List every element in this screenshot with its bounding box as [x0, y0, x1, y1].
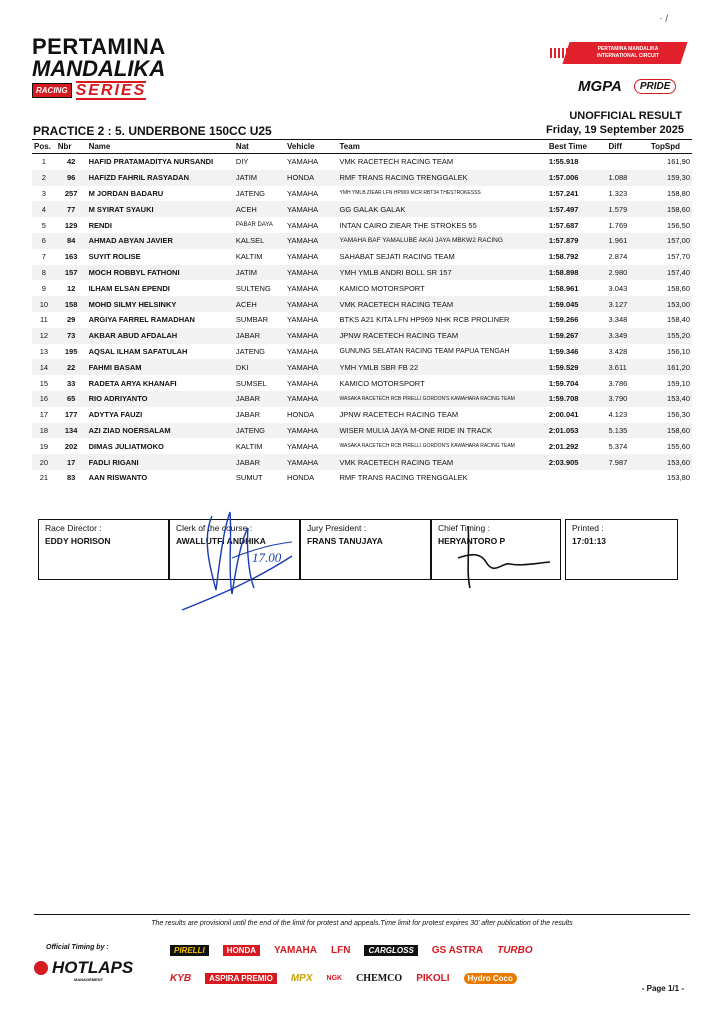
chief-timing-box: [431, 519, 561, 580]
printed-label: Printed :: [572, 523, 604, 533]
cell-team: JPNW RACETECH RACING TEAM: [339, 410, 459, 420]
sponsor-logo: Hydro Coco: [464, 973, 517, 984]
cell-vehicle: YAMAHA: [287, 220, 319, 230]
cell-diff: 2.874: [608, 252, 628, 262]
table-row: [32, 344, 692, 360]
unofficial-result-label: UNOFFICIAL RESULT: [569, 110, 682, 122]
cell-topspd: 157,40: [649, 265, 692, 281]
sponsor-logo: TURBO: [497, 944, 533, 956]
sponsor-logo: CHEMCO: [356, 972, 403, 984]
cell-vehicle: YAMAHA: [287, 283, 319, 293]
cell-nbr: 73: [56, 328, 87, 344]
printed-time: 17:01:13: [572, 536, 607, 546]
cell-pos: 20: [32, 454, 56, 470]
cell-team: SAHABAT SEJATI RACING TEAM: [339, 252, 455, 262]
sponsor-logo: ASPIRA PREMIO: [205, 973, 277, 984]
page-number: - Page 1/1 -: [641, 984, 684, 993]
cell-topspd: 158,60: [649, 423, 692, 439]
official-role: Clerk of the course :: [176, 523, 253, 533]
cell-nat: KALSEL: [234, 233, 285, 249]
cell-pos: 4: [32, 201, 56, 217]
official-timing-label: Official Timing by :: [46, 944, 109, 951]
cell-name: ARGIYA FARREL RAMADHAN: [88, 315, 195, 325]
hotlaps-logo: [34, 958, 134, 982]
cell-team: YAMAHA BAF YAMALUBE AKAI JAYA MBKW2 RACING: [338, 233, 547, 249]
cell-best-time: 2:00.041: [548, 410, 579, 420]
table-row: [32, 249, 692, 265]
hotlaps-text: HOTLAPS: [52, 958, 134, 977]
logo-line3: [32, 81, 182, 100]
cell-name: AZI ZIAD NOERSALAM: [87, 423, 234, 439]
header-team: Team: [338, 140, 547, 154]
logo-line2: MANDALIKA: [32, 56, 166, 81]
cell-diff: 1.088: [607, 170, 649, 186]
cell-diff: 3.428: [608, 346, 628, 356]
cell-nbr: 33: [66, 378, 76, 388]
pride-logo: PRIDE: [634, 79, 677, 94]
cell-vehicle: YAMAHA: [287, 188, 319, 198]
cell-vehicle: YAMAHA: [285, 391, 337, 407]
printed-box: [565, 519, 678, 580]
table-row: [32, 170, 692, 186]
cell-best-time: 1:57.497: [547, 201, 607, 217]
signature-note: 17.00: [252, 550, 282, 565]
official-role: Jury President :: [307, 523, 367, 533]
cell-vehicle: HONDA: [287, 410, 315, 420]
cell-topspd: 158,40: [667, 315, 690, 325]
sponsor-logo: KYB: [170, 972, 192, 984]
header-pos: Pos.: [32, 140, 56, 154]
cell-name: MOCH ROBBYL FATHONI: [87, 265, 234, 281]
official-person: HERYANTORO P: [438, 536, 506, 546]
cell-nbr: 157: [56, 265, 87, 281]
cell-nbr: 12: [66, 283, 76, 293]
cell-nat: JABAR: [234, 328, 285, 344]
cell-nat: SUMUT: [235, 473, 263, 483]
cell-nbr: 65: [56, 391, 87, 407]
cell-diff: 1.579: [607, 201, 649, 217]
cell-topspd: 158,60: [649, 201, 692, 217]
cell-diff: 3.786: [608, 378, 628, 388]
official-person: EDDY HORISON: [45, 536, 111, 546]
sponsor-logo: PIRELLI: [170, 945, 209, 956]
cell-pos: 21: [39, 473, 49, 483]
table-row: [32, 375, 692, 391]
cell-vehicle: HONDA: [285, 170, 337, 186]
cell-pos: 1: [41, 157, 46, 167]
cell-best-time: 1:59.267: [547, 328, 607, 344]
table-row: [32, 154, 692, 170]
cell-nat: JATIM: [234, 265, 285, 281]
cell-topspd: 161,90: [667, 157, 690, 167]
cell-diff: 3.043: [608, 283, 628, 293]
cell-vehicle: HONDA: [287, 473, 315, 483]
cell-pos: 8: [32, 265, 56, 281]
table-row: [32, 391, 692, 407]
cell-name: AAN RISWANTO: [88, 473, 148, 483]
cell-name: HAFID PRATAMADITYA NURSANDI: [88, 157, 214, 167]
mgpa-group-text: PERTAMINA MANDALIKA INTERNATIONAL CIRCUIT: [596, 46, 660, 59]
cell-name: FAHMI BASAM: [87, 359, 234, 375]
sponsor-logos: [170, 938, 620, 994]
cell-team: KAMICO MOTORSPORT: [339, 378, 425, 388]
cell-diff: 3.349: [607, 328, 649, 344]
cell-best-time: [547, 470, 607, 486]
cell-vehicle: YAMAHA: [285, 328, 337, 344]
cell-nat: JATIM: [234, 170, 285, 186]
cell-best-time: 1:57.006: [547, 170, 607, 186]
logo-line1: PERTAMINA: [32, 34, 166, 59]
cell-team: YMH YMLB ANDRI BOLL SR 157: [338, 265, 547, 281]
cell-vehicle: YAMAHA: [287, 157, 319, 167]
sponsor-logo: NGK: [326, 974, 343, 982]
cell-nat: ACEH: [234, 296, 285, 312]
cell-diff: 5.135: [607, 423, 649, 439]
officials-boxes: [38, 519, 561, 580]
cell-nbr: 202: [64, 441, 78, 451]
cell-team: KAMICO MOTORSPORT: [339, 283, 425, 293]
header-diff: Diff: [607, 140, 649, 154]
cell-nat: KALTIM: [235, 441, 263, 451]
cell-nat: KALTIM: [235, 252, 263, 262]
sponsor-logo: LFN: [330, 944, 351, 956]
cell-pos: 17: [39, 410, 49, 420]
cell-diff: 1.323: [608, 188, 628, 198]
cell-team: VMK RACETECH RACING TEAM: [339, 157, 454, 167]
cell-name: FADLI RIGANI: [87, 454, 234, 470]
header-best-time: Best Time: [547, 140, 607, 154]
cell-nat: DKI: [234, 359, 285, 375]
cell-nat: SUMSEL: [235, 378, 267, 388]
cell-nat: SUMBAR: [235, 315, 269, 325]
cell-team: WASAKA RACETECH RCB PIRELLI GORDON'S KAWAHARA RACING TEAM: [339, 443, 515, 450]
header-name: Name: [87, 140, 234, 154]
sponsor-row-2: [170, 966, 620, 990]
cell-vehicle: YAMAHA: [287, 378, 319, 388]
cell-nbr: 29: [66, 315, 76, 325]
cell-topspd: 156,10: [667, 346, 690, 356]
table-row: [32, 423, 692, 439]
cell-team: YMH YMLB SBR FB 22: [338, 359, 547, 375]
cell-team: YMH YMLB ZIEAR LFN HP969 MCR RBT34 THESTROKESSS: [339, 190, 481, 197]
cell-best-time: 1:57.241: [548, 188, 579, 198]
cell-name: HAFIZD FAHRIL RASYADAN: [87, 170, 234, 186]
cell-vehicle: YAMAHA: [287, 252, 319, 262]
session-title: PRACTICE 2 : 5. UNDERBONE 150CC U25: [33, 124, 272, 138]
cell-topspd: 156,30: [667, 410, 690, 420]
cell-nbr: 129: [64, 220, 78, 230]
cell-nbr: 77: [56, 201, 87, 217]
cell-best-time: 1:58.898: [547, 265, 607, 281]
table-row: [32, 454, 692, 470]
cell-diff: 1.961: [607, 233, 649, 249]
table-header-row: [32, 140, 692, 154]
cell-best-time: 2:03.905: [547, 454, 607, 470]
cell-best-time: 1:55.918: [548, 157, 579, 167]
cell-team: WASAKA RACETECH RCB PIRELLI GORDON'S KAWAHARA RACING TEAM: [338, 391, 547, 407]
table-row: [32, 296, 692, 312]
sponsor-logo: GS ASTRA: [431, 944, 484, 956]
table-row: [32, 359, 692, 375]
cell-vehicle: YAMAHA: [287, 346, 319, 356]
result-date: Friday, 19 September 2025: [546, 124, 684, 136]
cell-pos: 10: [32, 296, 56, 312]
cell-diff: 3.127: [607, 296, 649, 312]
table-row: [32, 312, 692, 328]
cell-diff: 1.769: [608, 220, 628, 230]
cell-vehicle: YAMAHA: [287, 441, 319, 451]
cell-pos: 7: [41, 252, 46, 262]
sponsor-logo: YAMAHA: [274, 944, 317, 956]
cell-nbr: 83: [66, 473, 76, 483]
cell-best-time: 1:57.879: [547, 233, 607, 249]
official-role: Chief Timing :: [438, 523, 490, 533]
cell-diff: 3.611: [607, 359, 649, 375]
cell-topspd: 158,60: [667, 283, 690, 293]
cell-best-time: 1:59.346: [548, 346, 579, 356]
table-row: [32, 265, 692, 281]
cell-pos: 16: [32, 391, 56, 407]
cell-topspd: 161,20: [649, 359, 692, 375]
cell-diff: 2.980: [607, 265, 649, 281]
header-vehicle: Vehicle: [285, 140, 337, 154]
corner-mark: ⋅ /: [659, 14, 668, 25]
clerk-of-course-box: [169, 519, 300, 580]
cell-best-time: 1:59.045: [547, 296, 607, 312]
cell-nat: JABAR: [234, 391, 285, 407]
cell-topspd: 159,10: [667, 378, 690, 388]
cell-pos: 12: [32, 328, 56, 344]
header-topspd: TopSpd: [649, 140, 692, 154]
cell-pos: 9: [41, 283, 46, 293]
table-row: [32, 280, 692, 296]
cell-best-time: 1:58.961: [548, 283, 579, 293]
official-person: AWALLUTFI ANDHIKA: [176, 536, 266, 546]
logo-racing: RACING: [32, 83, 72, 98]
cell-vehicle: YAMAHA: [285, 423, 337, 439]
cell-topspd: 158,80: [667, 188, 690, 198]
cell-pos: 13: [39, 346, 49, 356]
cell-best-time: 1:57.687: [548, 220, 579, 230]
jury-president-box: [300, 519, 431, 580]
table-row: [32, 407, 692, 423]
logo-series: SERIES: [75, 82, 147, 99]
cell-nat: PABAR DAYA: [235, 222, 273, 229]
hotlaps-sub: MANAGEMENT: [74, 977, 104, 982]
cell-diff: 3.348: [608, 315, 628, 325]
cell-pos: 6: [32, 233, 56, 249]
cell-team: RMF TRANS RACING TRENGGALEK: [339, 473, 468, 483]
cell-topspd: 153,60: [649, 454, 692, 470]
cell-name: M SYIRAT SYAUKI: [87, 201, 234, 217]
cell-nbr: 42: [66, 157, 76, 167]
cell-team: JPNW RACETECH RACING TEAM: [338, 328, 547, 344]
cell-best-time: 1:59.704: [548, 378, 579, 388]
sponsor-logo: MPX: [290, 972, 313, 984]
header-nbr: Nbr: [56, 140, 87, 154]
cell-pos: 3: [41, 188, 46, 198]
cell-topspd: 153,80: [667, 473, 690, 483]
sponsor-logo: HONDA: [223, 945, 260, 956]
cell-diff: [607, 470, 649, 486]
results-table: [32, 139, 692, 486]
cell-nbr: 17: [56, 454, 87, 470]
cell-nat: ACEH: [234, 201, 285, 217]
header-nat: Nat: [234, 140, 285, 154]
cell-name: AQSAL ILHAM SAFATULAH: [88, 346, 188, 356]
cell-pos: 5: [41, 220, 46, 230]
pertamina-mandalika-logo: [32, 36, 182, 100]
cell-nat: SULTENG: [235, 283, 271, 293]
hotlaps-icon: [34, 961, 48, 975]
cell-topspd: 156,50: [667, 220, 690, 230]
cell-nat: JATENG: [235, 346, 265, 356]
cell-pos: 11: [39, 315, 48, 325]
cell-diff: [607, 154, 649, 170]
cell-name: RIO ADRIYANTO: [87, 391, 234, 407]
sponsor-logo: CARGLOSS: [364, 945, 417, 956]
cell-vehicle: YAMAHA: [285, 296, 337, 312]
cell-nat: JABAR: [235, 410, 261, 420]
cell-vehicle: YAMAHA: [285, 359, 337, 375]
cell-nat: JATENG: [235, 188, 265, 198]
cell-topspd: 159,30: [649, 170, 692, 186]
mandalika-circuit-logo: [550, 42, 685, 68]
cell-team: INTAN CAIRO ZIEAR THE STROKES 55: [339, 220, 477, 230]
cell-nbr: 257: [64, 188, 78, 198]
cell-best-time: 1:58.792: [548, 252, 579, 262]
cell-name: M JORDAN BADARU: [88, 188, 164, 198]
cell-pos: 18: [32, 423, 56, 439]
table-row: [32, 470, 692, 486]
cell-diff: 5.374: [608, 441, 628, 451]
cell-topspd: 157,70: [667, 252, 690, 262]
cell-diff: 3.790: [607, 391, 649, 407]
official-role: Race Director :: [45, 523, 102, 533]
race-director-box: [38, 519, 169, 580]
cell-team: RMF TRANS RACING TRENGGALEK: [338, 170, 547, 186]
cell-nbr: 177: [64, 410, 78, 420]
cell-best-time: 1:59.529: [547, 359, 607, 375]
cell-nbr: 163: [64, 252, 78, 262]
cell-nbr: 158: [56, 296, 87, 312]
cell-team: GUNUNG SELATAN RACING TEAM PAPUA TENGAH: [339, 347, 510, 355]
sponsor-row-1: [170, 938, 620, 962]
cell-pos: 19: [39, 441, 49, 451]
table-row: [32, 217, 692, 233]
cell-nat: DIY: [235, 157, 249, 167]
table-row: [32, 328, 692, 344]
cell-name: ILHAM ELSAN EPENDI: [88, 283, 170, 293]
partner-logos: [578, 78, 676, 95]
cell-topspd: 157,00: [649, 233, 692, 249]
cell-name: MOHD SILMY HELSINKY: [87, 296, 234, 312]
cell-vehicle: YAMAHA: [285, 454, 337, 470]
cell-best-time: 1:59.266: [548, 315, 579, 325]
cell-nbr: 134: [56, 423, 87, 439]
cell-pos: 14: [32, 359, 56, 375]
cell-vehicle: YAMAHA: [285, 201, 337, 217]
table-row: [32, 201, 692, 217]
cell-name: AKBAR ABUD AFDALAH: [87, 328, 234, 344]
cell-topspd: 155,20: [649, 328, 692, 344]
cell-nat: JABAR: [234, 454, 285, 470]
mgpa-logo: MGPA: [578, 78, 622, 95]
official-person: FRANS TANUJAYA: [307, 536, 383, 546]
cell-vehicle: YAMAHA: [285, 265, 337, 281]
cell-team: BTKS A21 KITA LFN HP969 NHK RCB PROLINER: [339, 315, 510, 325]
cell-vehicle: YAMAHA: [285, 233, 337, 249]
cell-name: AHMAD ABYAN JAVIER: [87, 233, 234, 249]
cell-name: DIMAS JULIATMOKO: [88, 441, 164, 451]
cell-diff: 4.123: [608, 410, 628, 420]
cell-best-time: 2:01.292: [548, 441, 579, 451]
cell-topspd: 155,60: [667, 441, 690, 451]
cell-name: RADETA ARYA KHANAFI: [88, 378, 177, 388]
cell-nbr: 84: [56, 233, 87, 249]
cell-pos: 15: [39, 378, 49, 388]
disclaimer-text: The results are provisionil until the end of the limit for protest and appeals.Time limit for protest expires 30' after publication of the results: [34, 914, 690, 927]
table-row: [32, 233, 692, 249]
cell-vehicle: YAMAHA: [287, 315, 319, 325]
cell-pos: 2: [32, 170, 56, 186]
sponsor-logo: PIKOLI: [416, 972, 450, 984]
cell-team: WISER MULIA JAYA M-ONE RIDE IN TRACK: [338, 423, 547, 439]
cell-best-time: 2:01.053: [547, 423, 607, 439]
table-row: [32, 186, 692, 202]
cell-team: VMK RACETECH RACING TEAM: [338, 296, 547, 312]
cell-team: GG GALAK GALAK: [338, 201, 547, 217]
cell-diff: 7.987: [607, 454, 649, 470]
cell-nbr: 22: [56, 359, 87, 375]
cell-team: VMK RACETECH RACING TEAM: [338, 454, 547, 470]
cell-nbr: 96: [56, 170, 87, 186]
cell-nat: JATENG: [234, 423, 285, 439]
cell-topspd: 153,40: [649, 391, 692, 407]
cell-nbr: 195: [64, 346, 78, 356]
cell-name: SUYIT ROLISE: [88, 252, 141, 262]
cell-name: RENDI: [88, 220, 112, 230]
cell-name: ADYTYA FAUZI: [88, 410, 143, 420]
table-row: [32, 438, 692, 454]
cell-best-time: 1:59.708: [547, 391, 607, 407]
cell-topspd: 153,00: [649, 296, 692, 312]
